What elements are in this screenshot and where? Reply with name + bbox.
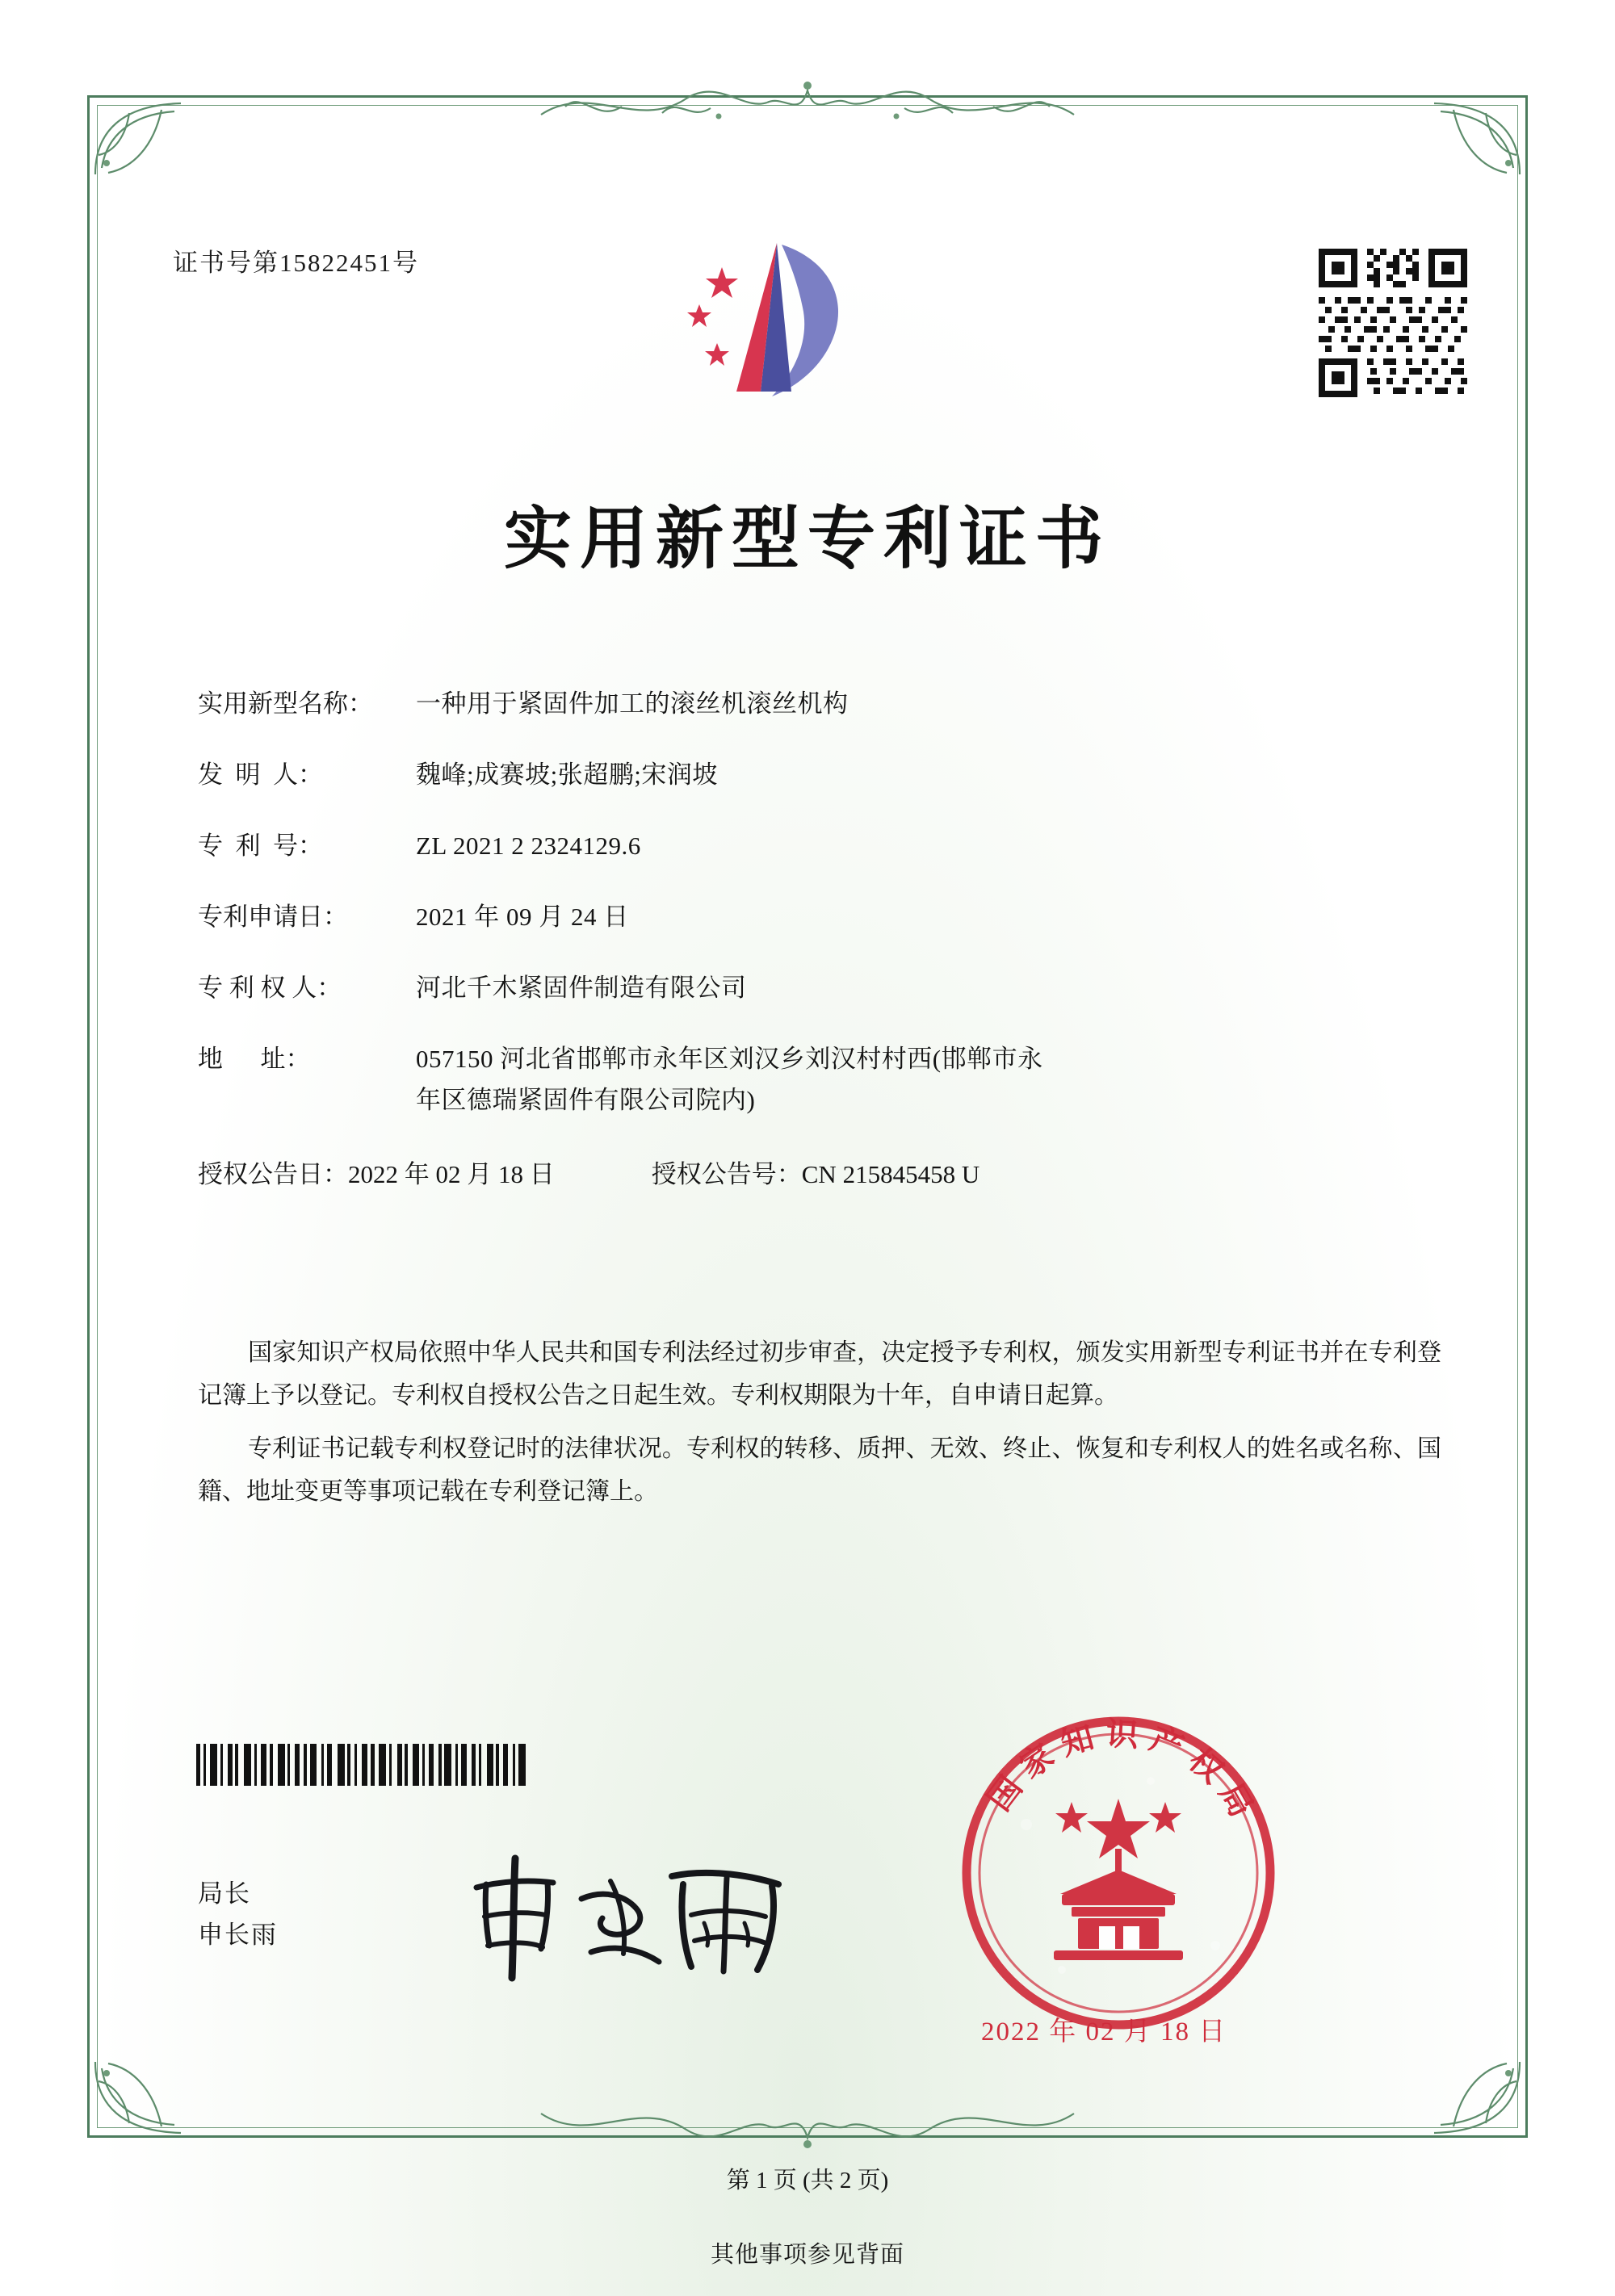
field-label: 专 利 号： (198, 831, 323, 860)
field-label: 专 利 权 人： (198, 973, 342, 1002)
announcement-date-label: 授权公告日： (198, 1159, 348, 1188)
field-label: 发 明 人： (198, 760, 323, 789)
announcement-number-label: 授权公告号： (651, 1159, 802, 1188)
legal-text-block (198, 1332, 1441, 1524)
patent-office-emblem-icon (670, 230, 880, 416)
svg-text:国家知识产权局: 国家知识产权局 (979, 1714, 1266, 1833)
barcode-icon (196, 1744, 616, 1786)
field-value-line1: 057150 河北省邯郸市永年区刘汉乡刘汉村村西(邯郸市永 (416, 1044, 1043, 1073)
field-patentee (198, 970, 1441, 1007)
field-value: ZL 2021 2 2324129.6 (416, 831, 641, 860)
announcement-number-value: CN 215845458 U (801, 1159, 980, 1188)
paragraph-1: 国家知识产权局依照中华人民共和国专利法经过初步审查，决定授予专利权，颁发实用新型专利证书并在专利登记簿上予以登记。专利权自授权公告之日起生效。专利权期限为十年，自申请日起算。 (198, 1339, 1441, 1409)
field-patent-number (198, 828, 1441, 865)
field-value: 一种用于紧固件加工的滚丝机滚丝机构 (416, 689, 849, 718)
certificate-number: 证书号第15822451号 (173, 249, 419, 277)
field-utility-model-name (198, 686, 1441, 723)
handwritten-signature-icon (452, 1849, 808, 1986)
signature-name: 申长雨 (198, 1921, 278, 1950)
qr-code-icon (1312, 242, 1474, 404)
field-value: 河北千木紧固件制造有限公司 (416, 973, 747, 1002)
official-red-seal-icon (949, 1703, 1288, 2043)
field-value: 2021 年 09 月 24 日 (416, 902, 629, 931)
paragraph-2: 专利证书记载专利权登记时的法律状况。专利权的转移、质押、无效、终止、恢复和专利权人的姓名或名称、国籍、地址变更等事项记载在专利登记簿上。 (198, 1435, 1441, 1505)
field-inventors (198, 757, 1441, 794)
footer-note: 其他事项参见背面 (710, 2242, 904, 2268)
top-ornament-icon (517, 74, 1098, 131)
bottom-ornament-icon (517, 2097, 1098, 2154)
field-label: 实用新型名称： (198, 689, 373, 718)
page-title: 实用新型专利证书 (503, 498, 1111, 578)
page-number: 第 1 页 (共 2 页) (726, 2168, 889, 2193)
field-label: 专利申请日： (198, 902, 348, 931)
field-label: 地 址： (198, 1044, 311, 1073)
certificate-fields (198, 686, 1441, 1225)
field-application-date (198, 899, 1441, 936)
field-value (416, 1041, 1441, 1119)
signature-title: 局长 (198, 1879, 251, 1908)
field-value: 魏峰;成赛坡;张超鹏;宋润坡 (416, 760, 718, 789)
seal-date: 2022 年 02 月 18 日 (981, 2017, 1227, 2047)
signature-block (198, 1873, 278, 1955)
announcement-date-value: 2022 年 02 月 18 日 (348, 1159, 555, 1188)
field-value-line2: 年区德瑞紧固件有限公司院内) (416, 1085, 756, 1114)
field-announcement-row (198, 1154, 1441, 1190)
field-address (198, 1041, 1441, 1119)
